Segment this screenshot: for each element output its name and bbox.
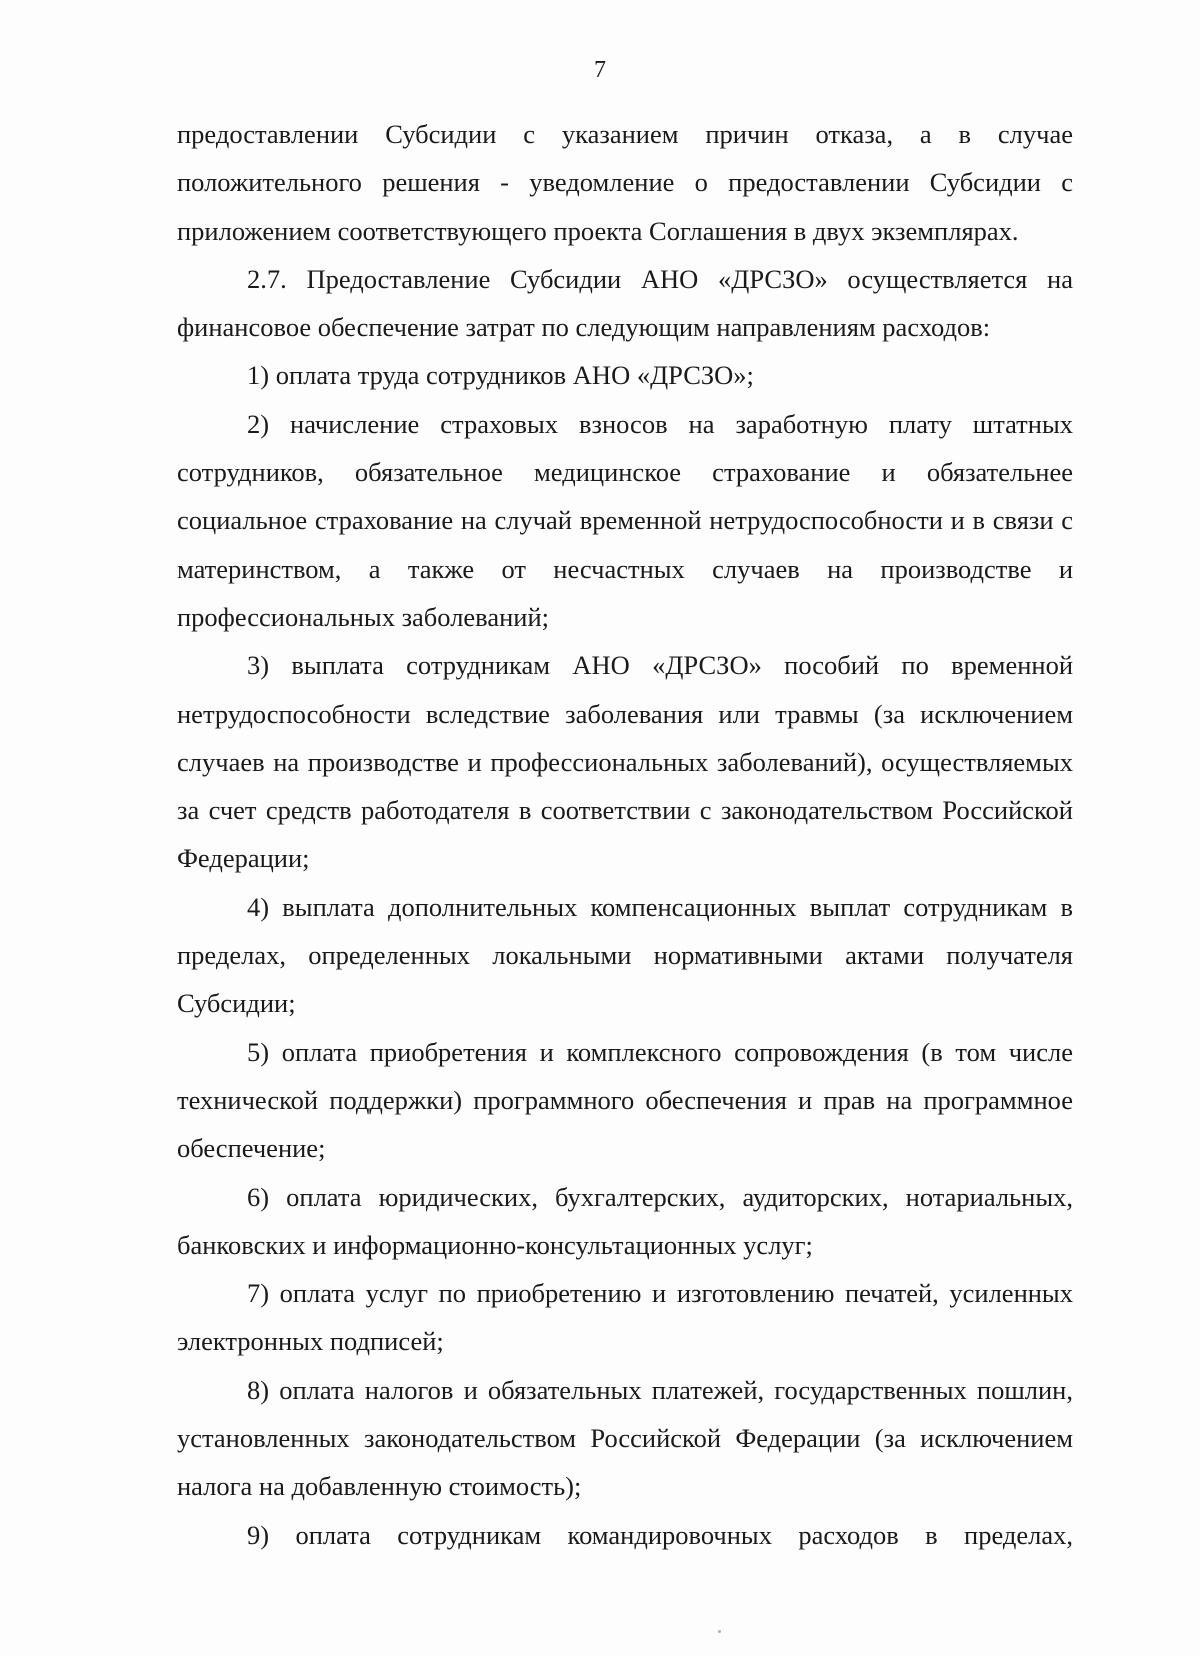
list-item-9: 9) оплата сотрудникам командировочных расходов в пределах, — [247, 1519, 1073, 1550]
list-item-5: 5) оплата приобретения и комплексного сопровождения (в том числе технической поддержки) программного обеспечения и прав на программное обеспечение; — [177, 1036, 1073, 1164]
list-item-6: 6) оплата юридических, бухгалтерских, аудиторских, нотариальных, банковских и информационно-консультационных услуг; — [177, 1181, 1073, 1260]
list-item-4: 4) выплата дополнительных компенсационных выплат сотрудникам в пределах, определенных локальными нормативными актами получателя Субсидии; — [177, 891, 1073, 1019]
paragraph-2-7: 2.7. Предоставление Субсидии АНО «ДРСЗО» осуществляется на финансовое обеспечение затрат по следующим направлениям расходов: — [177, 263, 1073, 343]
page-number: 7 — [594, 57, 606, 83]
paragraph-continuation: предоставлении Субсидии с указанием причин отказа, а в случае положительного решения - уведомление о предоставлении Субсидии с приложением соответствующего проекта Соглашения в двух экземплярах. — [177, 119, 1073, 246]
list-item-8: 8) оплата налогов и обязательных платежей, государственных пошлин, установленных законодательством Российской Федерации (за исключением налога на добавленную стоимость); — [177, 1374, 1073, 1502]
list-item-1: 1) оплата труда сотрудников АНО «ДРСЗО»; — [247, 360, 754, 391]
document-body — [177, 110, 1073, 1559]
list-item-2: 2) начисление страховых взносов на заработную плату штатных сотрудников, обязательное медицинское страхование и обязательнее социальное страхование на случай временной нетрудоспособности и в связи с материнством, а также от несчастных случаев на производстве и профессиональных заболеваний; — [177, 408, 1073, 632]
list-item-3: 3) выплата сотрудникам АНО «ДРСЗО» пособий по временной нетрудоспособности вследствие заболевания или травмы (за исключением случаев на производстве и профессиональных заболеваний), осуществляемых за счет средств работодателя в соответствии с законодательством Российской Федерации; — [177, 650, 1073, 874]
scan-speck — [718, 1630, 721, 1633]
list-item-7: 7) оплата услуг по приобретению и изготовлению печатей, усиленных электронных подписей; — [177, 1278, 1073, 1357]
